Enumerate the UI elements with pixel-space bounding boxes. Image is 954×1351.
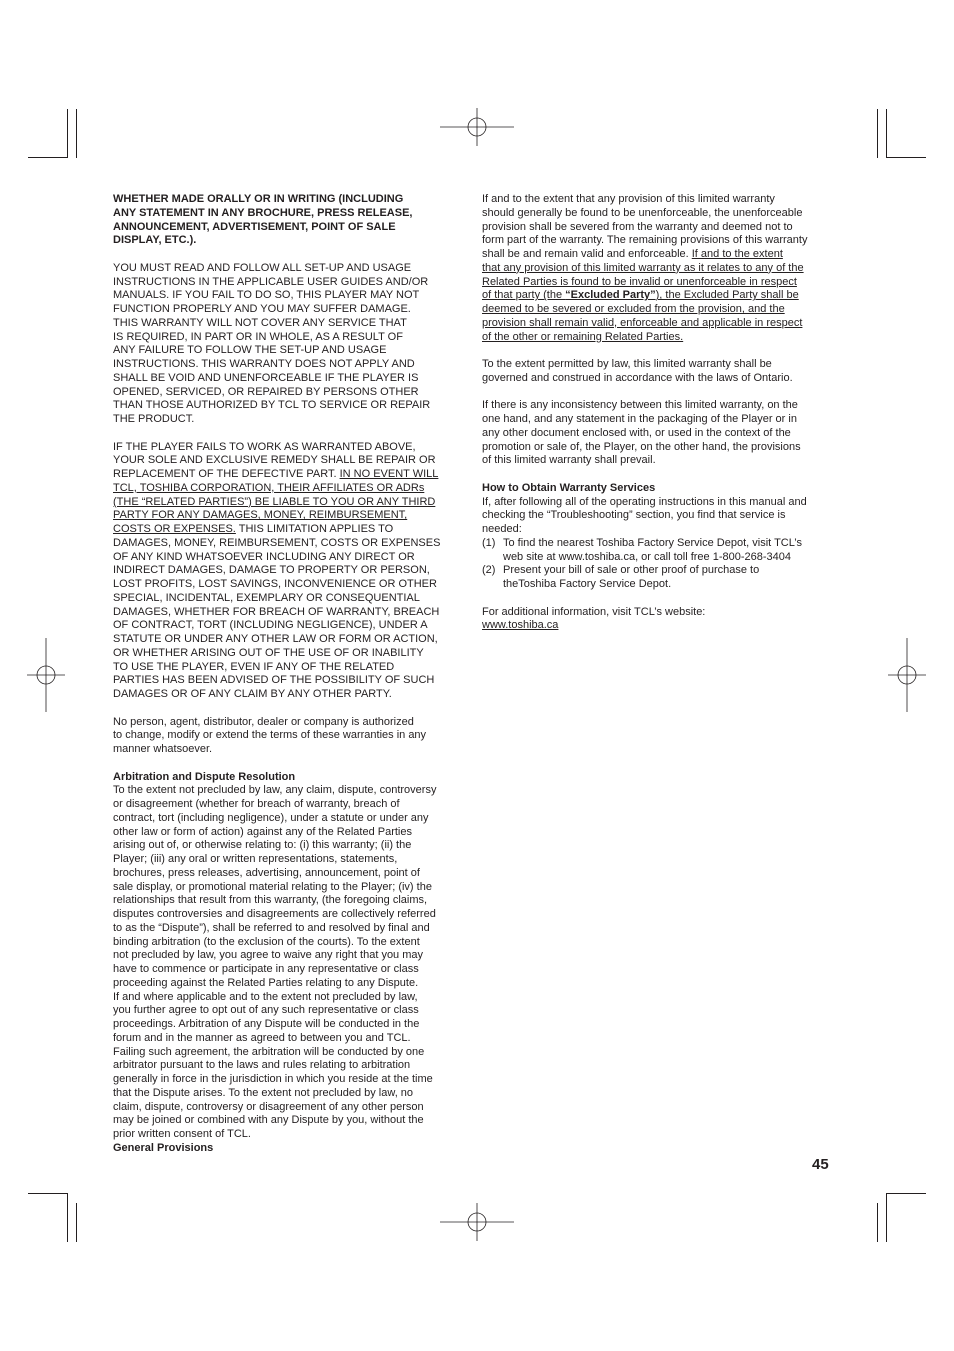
step-number: (2) xyxy=(482,564,496,577)
left-column xyxy=(113,193,467,1156)
severability-paragraph xyxy=(482,193,834,344)
limitation-scope-text: THIS LIMITATION APPLIES TO DAMAGES, MONEY, REIMBURSEMENT, COSTS OR EXPENSES OF ANY KIND WHATSOEVER INCLUDING ANY DIRECT OR INDIRECT DAMAGES, DAMAGE TO PROPERTY OR PERSON, LOST PROFITS, LOST SAVINGS, INCONVENIENCE OR OTHER SPECIAL, INCIDENTAL, EXEMPLARY OR CONSEQUENTIAL DAMAGES, WHETHER FOR BREACH OF WARRANTY, BREACH OF CONTRACT, TORT (INCLUDING NEGLIGENCE), UNDER A STATUTE OR UNDER ANY OTHER LAW OR FORM OR ACTION, OR WHETHER ARISING OUT OF THE USE OF OR INABILITY TO USE THE PLAYER, EVEN IF ANY OF THE RELATED PARTIES HAS BEEN ADVISED OF THE POSSIBILITY OF SUCH DAMAGES OR OF ANY CLAIM BY ANY OTHER PARTY. xyxy=(113,523,441,700)
warranty-services-heading: How to Obtain Warranty Services xyxy=(482,481,656,494)
step-text: To find the nearest Toshiba Factory Service Depot, visit TCL’s web site at www.toshiba.ca, or call toll free 1-800-268-3404 xyxy=(503,536,802,563)
warranty-services-intro: If, after following all of the operating instructions in this manual and checking the “Troubleshooting” section, you find that service is needed: xyxy=(482,495,807,535)
no-modification-paragraph: No person, agent, distributor, dealer or company is authorized to change, modify or extend the terms of these warranties in any manner whatsoever. xyxy=(113,715,427,755)
arbitration-body: To the extent not precluded by law, any claim, dispute, controversy or disagreement (whether for breach of warranty, breach of contract, tort (including negligence), under a statute or under any other law or form of action) against any of the Related Parties arising out of, or otherwise relating to: (i) this warranty; (ii) the Player; (iii) any oral or written representations, statements, brochures, press releases, advertising, announcement, point of sale display, or promotional material relating to the Player; (iv) the relationships that result from this warranty, (the foregoing claims, disputes controversies and disagreements are collectively referred to as the “Dispute”), shall be referred to and resolved by final and binding arbitration (to the exclusion of the courts). To the extent not precluded by law, you agree to waive any right that you may have to commence or participate in any representative or class proceeding against the Related Parties relating to any Dispute. If and where applicable and to the extent not precluded by law, you further agree to opt out of any such representative or class proceedings. Arbitration of any Dispute will be conducted in the forum and in the manner as agreed to between you and TCL. Failing such agreement, the arbitration will be conducted by one arbitrator pursuant to the laws and rules relating to arbitration generally in force in the jurisdiction in which you reside at the time that the Dispute arises. To the extent not precluded by law, no claim, dispute, controversy or disagreement of any other person may be joined or combined with any Dispute by you, without the prior written consent of TCL. xyxy=(113,784,437,1140)
list-item xyxy=(482,537,834,565)
related-parties-text: If and to the extent that any provision of this limited warranty as it relates to any of the Related Parties is found to be invalid or unenforceable in respect of that party (the xyxy=(482,248,804,302)
general-provisions-heading: General Provisions xyxy=(113,1141,214,1154)
page-number: 45 xyxy=(812,1156,829,1173)
governing-law-paragraph: To the extent permitted by law, this limited warranty shall be governed and construed in accordance with the laws of Ontario. xyxy=(482,358,793,384)
severability-text: If and to the extent that any provision of this limited warranty should generally be found to be unenforceable, the unenforceable provision shall be severed from the warranty and deemed not to form part of the warranty. The remaining provisions of this warranty shall be and remain valid and enforceable. xyxy=(482,193,808,260)
website-link[interactable]: www.toshiba.ca xyxy=(482,619,559,632)
additional-info-text: For additional information, visit TCL’s website: xyxy=(482,605,706,618)
liability-limitation-text: IN NO EVENT WILL TCL, TOSHIBA CORPORATION, THEIR AFFILIATES OR ADRs (THE “RELATED PARTIES”) BE LIABLE TO YOU OR ANY THIRD PARTY FOR ANY DAMAGES, MONEY, REIMBURSEMENT, COSTS OR EXPENSES. xyxy=(113,468,439,535)
setup-instructions-paragraph: YOU MUST READ AND FOLLOW ALL SET-UP AND USAGE INSTRUCTIONS IN THE APPLICABLE USER GUIDES AND/OR MANUALS. IF YOU FAIL TO DO SO, THIS PLAYER MAY NOT FUNCTION PROPERLY AND YOU MAY SUFFER DAMAGE. THIS WARRANTY WILL NOT COVER ANY SERVICE THAT IS REQUIRED, IN PART OR IN WHOLE, AS A RESULT OF ANY FAILURE TO FOLLOW THE SET-UP AND USAGE INSTRUCTIONS. THIS WARRANTY DOES NOT APPLY AND SHALL BE VOID AND UNENFORCEABLE IF THE PLAYER IS OPENED, SERVICED, OR REPAIRED BY PERSONS OTHER THAN THOSE AUTHORIZED BY TCL TO SERVICE OR REPAIR THE PRODUCT. xyxy=(113,261,431,425)
excluded-party-text: ), the Excluded Party shall be deemed to be severed or excluded from the provision, and the provision shall remain valid, enforceable and applicable in respect of the other or remaining Related Parties. xyxy=(482,289,803,343)
service-steps-list xyxy=(482,537,834,592)
excluded-party-term: “Excluded Party” xyxy=(565,289,656,302)
arbitration-heading: Arbitration and Dispute Resolution xyxy=(113,770,296,783)
step-text: Present your bill of sale or other proof of purchase to theToshiba Factory Service Depot. xyxy=(503,564,760,590)
inconsistency-paragraph: If there is any inconsistency between this limited warranty, on the one hand, and any statement in the packaging of the Player or in any other document enclosed with, or used in the context of the promotion or sale of, the Player, on the other hand, the provisions of this limited warranty shall prevail. xyxy=(482,399,801,467)
remedy-paragraph xyxy=(113,441,467,702)
right-column xyxy=(482,193,834,633)
step-number: (1) xyxy=(482,536,496,549)
list-item xyxy=(482,564,834,592)
remedy-text: IF THE PLAYER FAILS TO WORK AS WARRANTED ABOVE, YOUR SOLE AND EXCLUSIVE REMEDY SHALL BE REPAIR OR REPLACEMENT OF THE DEFECTIVE PART. xyxy=(113,440,436,480)
warranty-disclaimer-paragraph: WHETHER MADE ORALLY OR IN WRITING (INCLUDING ANY STATEMENT IN ANY BROCHURE, PRESS RELEASE, ANNOUNCEMENT, ADVERTISEMENT, POINT OF SALE DISPLAY, ETC.). xyxy=(113,193,413,247)
